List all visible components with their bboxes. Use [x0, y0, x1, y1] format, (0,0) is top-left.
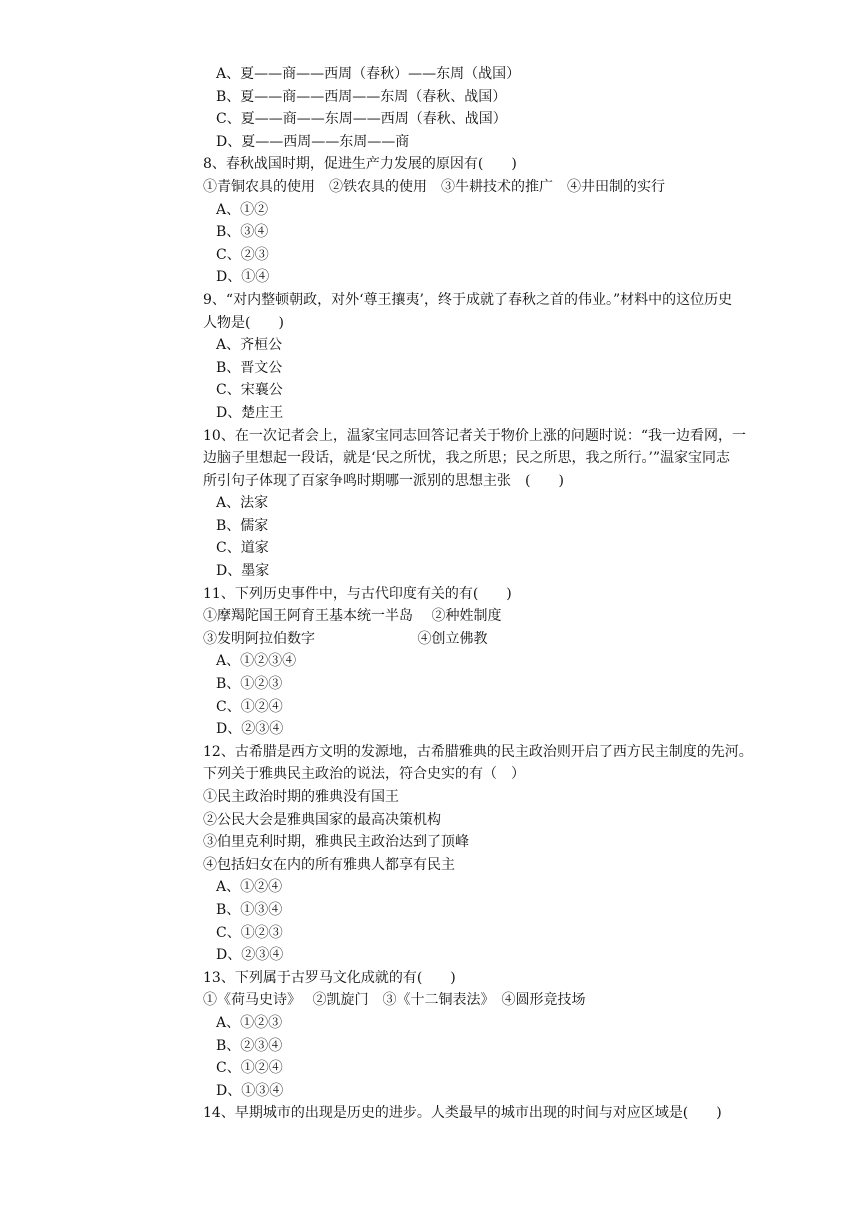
question-stem: 11、下列历史事件中，与古代印度有关的有( ) [203, 585, 512, 602]
questions-container [203, 153, 803, 1125]
question-stem: 12、古希腊是西方文明的发源地，古希腊雅典的民主政治则开启了西方民主制度的先河。 [203, 743, 753, 760]
option-b: B、儒家 [216, 517, 269, 534]
option-d: D、①③④ [216, 1082, 284, 1099]
option-c: C、①②④ [216, 698, 283, 715]
option-d: D、②③④ [216, 947, 284, 964]
statement-item: ③发明阿拉伯数字 ④创立佛教 [203, 630, 488, 647]
option-a: A、法家 [216, 495, 269, 512]
option-a: A、①②③④ [216, 653, 297, 670]
question-stem: 下列关于雅典民主政治的说法，符合史实的有（ ） [203, 766, 525, 783]
question-11 [203, 583, 803, 741]
question-10 [203, 425, 803, 583]
option-c: C、①②④ [216, 1060, 283, 1077]
statement-item: ①青铜农具的使用 ②铁农具的使用 ③牛耕技术的推广 ④井田制的实行 [203, 178, 665, 195]
option-d: D、楚庄王 [216, 404, 284, 421]
question-stem: 10、在一次记者会上，温家宝同志回答记者关于物价上涨的问题时说：“我一边看网，一 [203, 427, 746, 444]
question-stem: 人物是( ) [203, 314, 284, 331]
option-c: C、②③ [216, 246, 269, 263]
option-d: D、②③④ [216, 721, 284, 738]
option-d: D、①④ [216, 269, 270, 286]
option-b: B、①②③ [216, 676, 283, 693]
question-14 [203, 1102, 803, 1125]
question-stem: 8、春秋战国时期，促进生产力发展的原因有( ) [203, 156, 517, 173]
question-stem: 9、“对内整顿朝政，对外‘尊王攘夷’，终于成就了春秋之首的伟业。”材料中的这位历史 [203, 291, 733, 308]
option-b: B、②③④ [216, 1037, 283, 1054]
question-stem: 所引句子体现了百家争鸣时期哪一派别的思想主张 ( ) [203, 472, 564, 489]
statement-item: ②公民大会是雅典国家的最高决策机构 [203, 811, 441, 828]
statement-item: ③伯里克利时期，雅典民主政治达到了顶峰 [203, 834, 469, 851]
option-b: B、晋文公 [216, 359, 283, 376]
option-a: A、①②④ [216, 879, 283, 896]
option-c: C、夏——商——东周——西周（春秋、战国） [216, 111, 507, 128]
question-stem: 13、下列属于古罗马文化成就的有( ) [203, 969, 456, 986]
option-b: B、①③④ [216, 901, 283, 918]
option-a: A、①② [216, 201, 269, 218]
question-9 [203, 289, 803, 425]
option-c: C、宋襄公 [216, 382, 283, 399]
statement-item: ①《荷马史诗》 ②凯旋门 ③《十二铜表法》 ④圆形竞技场 [203, 992, 586, 1009]
question-7-options [203, 63, 803, 153]
option-a: A、①②③ [216, 1014, 283, 1031]
option-b: B、③④ [216, 224, 269, 241]
question-list [203, 63, 803, 1125]
statement-item: ④包括妇女在内的所有雅典人都享有民主 [203, 856, 455, 873]
question-stem: 14、早期城市的出现是历史的进步。人类最早的城市出现的时间与对应区域是( ) [203, 1105, 722, 1122]
option-d: D、夏——西周——东周——商 [216, 133, 410, 150]
option-c: C、道家 [216, 540, 269, 557]
statement-item: ①摩羯陀国王阿育王基本统一半岛 ②种姓制度 [203, 608, 502, 625]
question-8 [203, 153, 803, 289]
question-stem: 边脑子里想起一段话，就是‘民之所忧，我之所思；民之所思，我之所行。’”温家宝同志 [203, 450, 731, 467]
statement-item: ①民主政治时期的雅典没有国王 [203, 789, 399, 805]
option-a: A、齐桓公 [216, 337, 283, 354]
question-12 [203, 741, 803, 967]
option-c: C、①②③ [216, 924, 283, 941]
question-13 [203, 967, 803, 1103]
option-a: A、夏——商——西周（春秋）——东周（战国） [216, 66, 521, 82]
option-d: D、墨家 [216, 563, 270, 580]
option-b: B、夏——商——西周——东周（春秋、战国） [216, 88, 507, 105]
